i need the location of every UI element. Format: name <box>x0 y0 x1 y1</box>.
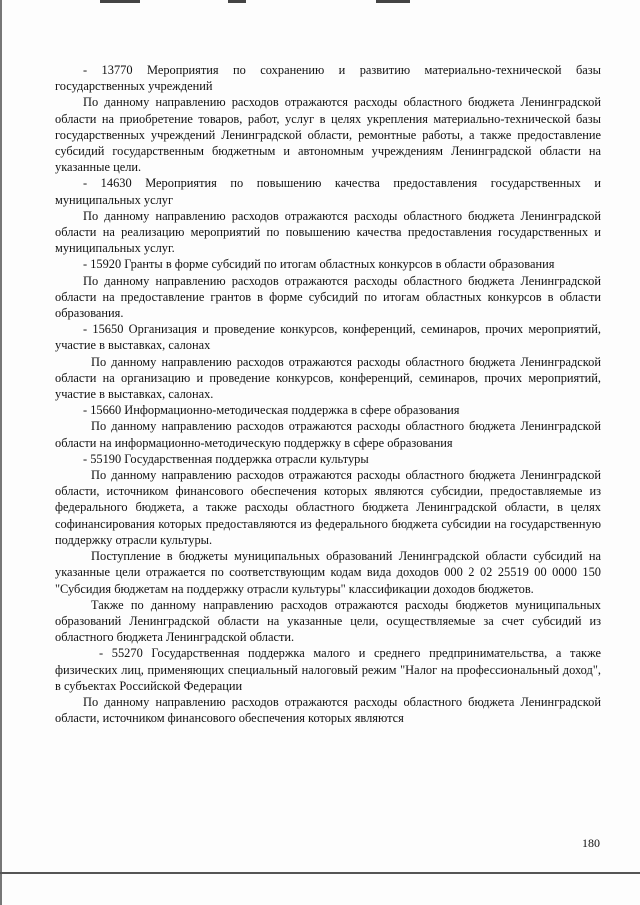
document-body <box>55 62 601 726</box>
body-paragraph: По данному направлению расходов отражаются расходы областного бюджета Ленинградской области на предоставление грантов в форме субсидий по итогам областных конкурсов в области образования. <box>55 273 601 321</box>
body-paragraph: По данному направлению расходов отражаются расходы областного бюджета Ленинградской области на реализацию мероприятий по повышению качества предоставления государственных и муниципальных услуг. <box>55 208 601 256</box>
scan-mark <box>376 0 410 3</box>
body-paragraph: По данному направлению расходов отражаются расходы областного бюджета Ленинградской области на информационно-методическую поддержку в сфере образования <box>55 419 601 450</box>
budget-code-heading: - 55270 Государственная поддержка малого и среднего предпринимательства, а также физических лиц, применяющих специальный налоговый режим "Налог на профессиональный доход", в субъектах Российской Федерации <box>55 646 601 693</box>
scan-artifacts-bottom <box>0 872 640 876</box>
budget-code-heading: - 15920 Гранты в форме субсидий по итогам областных конкурсов в области образования <box>83 257 555 272</box>
body-paragraph: По данному направлению расходов отражаются расходы областного бюджета Ленинградской области, источником финансового обеспечения которых являются субсидии, предоставляемые из федерального бюджета, а также расходы областного бюджета Ленинградской области, в целях софинансирования которых предоставляются из федерального бюджета субсидии на государственную поддержку отрасли культуры. <box>55 468 601 547</box>
scan-mark <box>228 0 246 3</box>
body-paragraph: Поступление в бюджеты муниципальных образований Ленинградской области субсидий на указанные цели отражается по соответствующим кодам вида доходов 000 2 02 25519 00 0000 150 "Субсидия бюджетам на поддержку отрасли культуры" классификации доходов бюджетов. <box>55 549 601 596</box>
body-paragraph: По данному направлению расходов отражаются расходы областного бюджета Ленинградской области на организацию и проведение конкурсов, конференций, семинаров, прочих мероприятий, участие в выставках, салонах. <box>55 354 601 402</box>
scan-edge-shadow <box>0 0 2 905</box>
budget-code-heading: - 15660 Информационно-методическая поддержка в сфере образования <box>83 403 460 418</box>
body-paragraph: Также по данному направлению расходов отражаются расходы бюджетов муниципальных образований Ленинградской области на указанные цели, осуществляемые за счет субсидий из областного бюджета Ленинградской области. <box>55 597 601 645</box>
body-paragraph: По данному направлению расходов отражаются расходы областного бюджета Ленинградской области, источником финансового обеспечения которых являются <box>55 694 601 726</box>
scan-artifacts-top <box>0 0 640 6</box>
scan-rule <box>0 872 640 874</box>
budget-code-heading: - 15650 Организация и проведение конкурсов, конференций, семинаров, прочих мероприятий, участие в выставках, салонах <box>55 322 601 353</box>
budget-code-heading: - 14630 Мероприятия по повышению качества предоставления государственных и муниципальных услуг <box>55 176 601 207</box>
scan-mark <box>100 0 140 3</box>
body-paragraph: По данному направлению расходов отражаются расходы областного бюджета Ленинградской области на приобретение товаров, работ, услуг в целях укрепления материально-технической базы государственных учреждений Ленинградской области, ремонтные работы, а также предоставление субсидий государственным бюджетным и автономным учреждениям Ленинградской области на указанные цели. <box>55 95 601 175</box>
budget-code-heading: - 13770 Мероприятия по сохранению и развитию материально-технической базы государственных учреждений <box>55 63 601 94</box>
page-number: 180 <box>582 836 600 850</box>
budget-code-heading: - 55190 Государственная поддержка отрасли культуры <box>83 451 369 466</box>
